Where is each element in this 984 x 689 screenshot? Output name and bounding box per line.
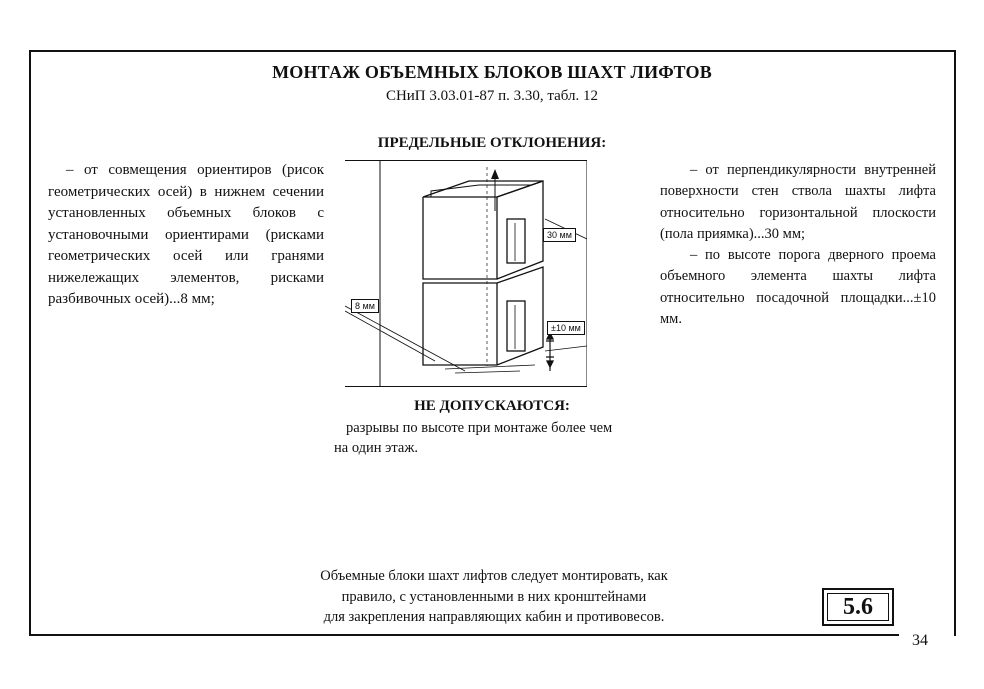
not-allowed-line-1: разрывы по высоте при монтаже более чем xyxy=(346,420,613,436)
section-number-badge xyxy=(822,588,894,626)
deviation-perpendicularity-text: – от перпендикулярности внутренней поверхности стен ствола шахты лифта относительно горизонтальной плоскости (пола приямка)...30 мм; xyxy=(660,162,936,242)
page-number: 34 xyxy=(912,632,928,649)
deviation-alignment-text: – от совмещения ориентиров (рисок геометрических осей) в нижнем сечении установленных объемных блоков с установочными ориентирами (рисками геометрических осей или гранями нижележащих элементов, рисками разбивочных осей)...8 мм; xyxy=(48,162,324,307)
norm-reference: СНиП 3.03.01-87 п. 3.30, табл. 12 xyxy=(385,88,599,104)
deviations-heading: ПРЕДЕЛЬНЫЕ ОТКЛОНЕНИЯ: xyxy=(377,135,607,151)
footer-note-line-3: для закрепления направляющих кабин и противовесов. xyxy=(323,609,665,625)
label-8mm: 8 мм xyxy=(351,299,379,313)
bottom-rule xyxy=(29,634,899,636)
left-deviation-text xyxy=(48,160,324,311)
footer-note-line-2: правило, с установленными в них кронштейнами xyxy=(341,588,647,605)
elevator-shaft-illustration xyxy=(345,160,587,387)
label-30mm: 30 мм xyxy=(543,228,576,242)
label-plus-minus-10mm: ±10 мм xyxy=(547,321,585,335)
not-allowed-heading: НЕ ДОПУСКАЮТСЯ: xyxy=(414,398,570,414)
deviation-threshold-text: – по высоте порога дверного проема объемного элемента шахты лифта относительно посадочной площадки...±10 мм. xyxy=(660,247,936,328)
not-allowed-line-2: на один этаж. xyxy=(334,440,418,456)
section-number: 5.6 xyxy=(843,593,873,620)
footer-note xyxy=(240,566,748,628)
right-deviation-text xyxy=(660,160,936,330)
footer-note-line-1: Объемные блоки шахт лифтов следует монтировать, как xyxy=(320,568,668,584)
page-title: МОНТАЖ ОБЪЕМНЫХ БЛОКОВ ШАХТ ЛИФТОВ xyxy=(272,62,712,82)
not-allowed-text xyxy=(334,418,674,458)
shaft-drawing xyxy=(345,161,587,386)
